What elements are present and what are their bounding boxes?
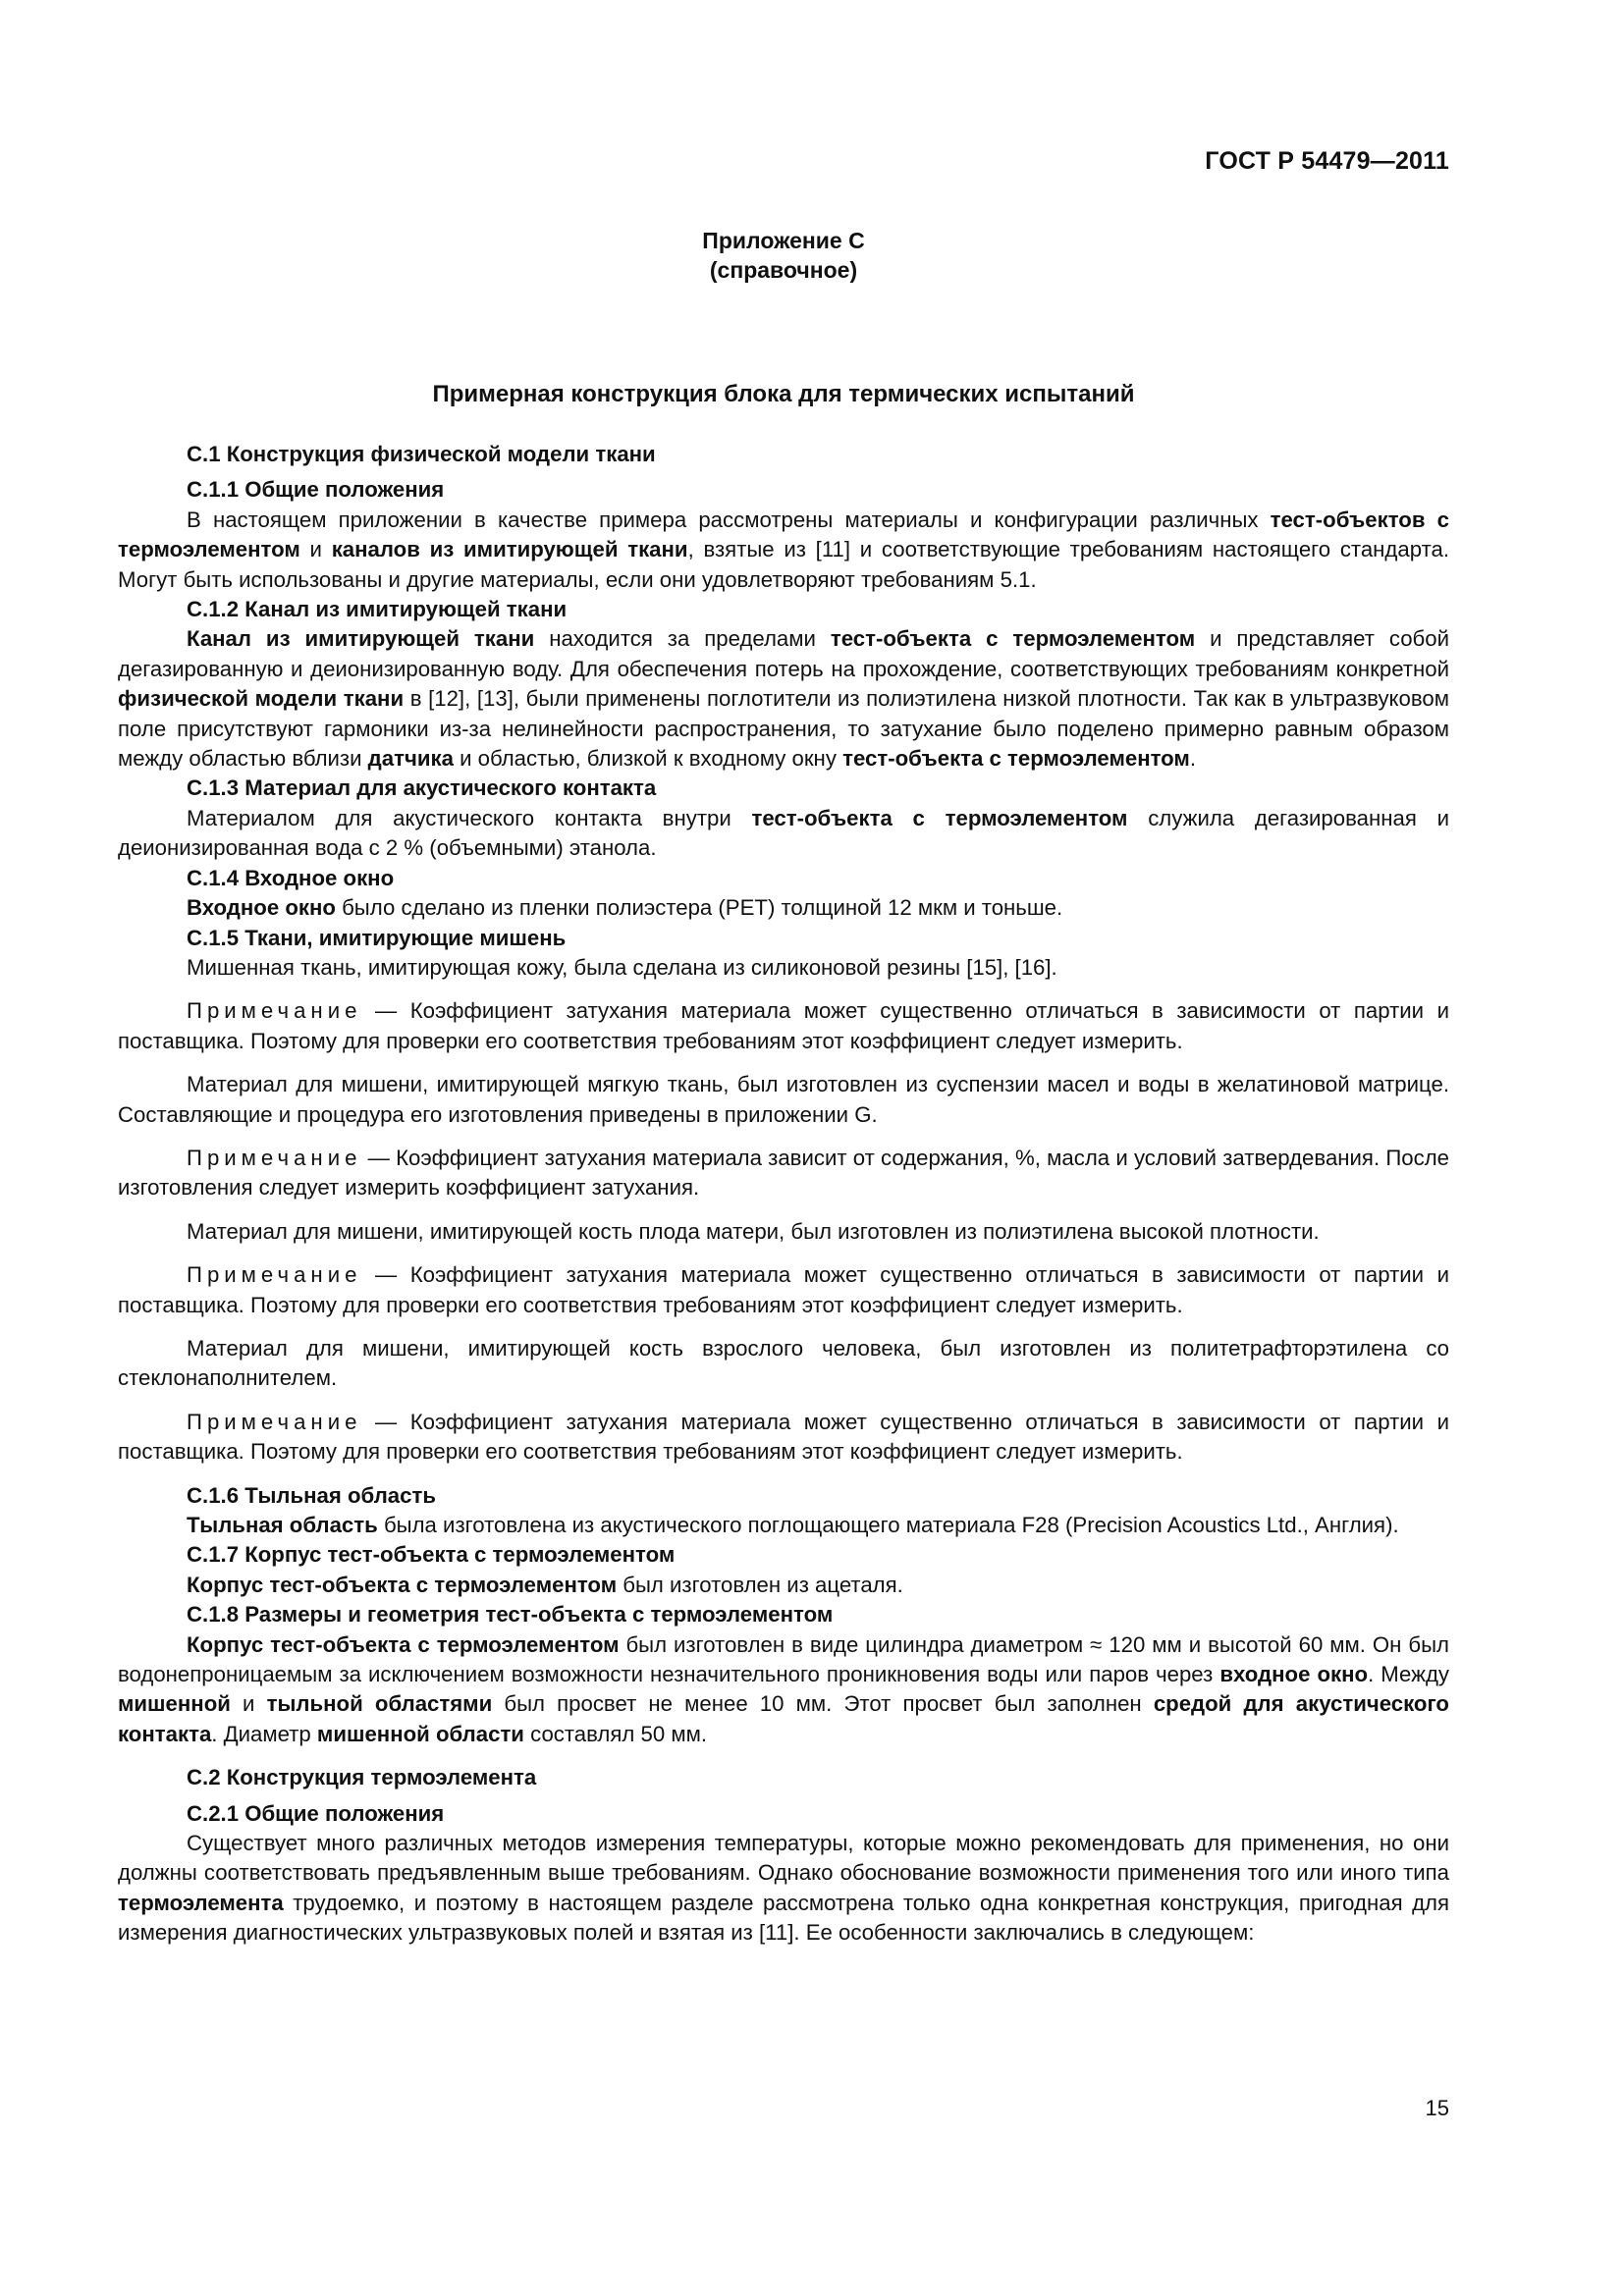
page-number: 15 xyxy=(1425,2096,1449,2120)
appendix-type: (справочное) xyxy=(709,257,858,283)
paragraph: Материалом для акустического контакта внутри тест-объекта с термоэлементом служила дегазированная и деионизированная вода с 2 % (объемными) этанола. xyxy=(118,805,1450,861)
section-heading: С.1.8 Размеры и геометрия тест-объекта с термоэлементом xyxy=(187,1602,834,1628)
section-heading: С.1.4 Входное окно xyxy=(187,865,395,890)
paragraph: Корпус тест-объекта с термоэлементом был изготовлен в виде цилиндра диаметром ≈ 120 мм и высотой 60 мм. Он был водонепроницаемым за исключением возможности незначительного проникновения воды или паров через входное окно. Между мишенной и тыльной областями был просвет не менее 10 мм. Этот просвет был заполнен средой для акустического контакта. Диаметр мишенной области составлял 50 мм. xyxy=(118,1631,1449,1746)
document-body xyxy=(118,440,1449,1949)
paragraph: Материал для мишени, имитирующей мягкую ткань, был изготовлен из суспензии масел и воды в желатиновой матрице. Составляющие и процедура его изготовления приведены в приложении G. xyxy=(118,1072,1449,1127)
paragraph: Тыльная область была изготовлена из акустического поглощающего материала F28 (Precision Acoustics Ltd., Англия). xyxy=(187,1513,1399,1537)
paragraph: Канал из имитирующей ткани находится за пределами тест-объекта с термоэлементом и представляет собой дегазированную и деионизированную воду. Для обеспечения потерь на прохождение, соответствующих требованиям конкретной физической модели ткани в [12], [13], были применены поглотители из полиэтилена низкой плотности. Так как в ультразвуковом поле присутствуют гармоники из-за нелинейности распространения, то затухание было поделено примерно равным образом между областью вблизи датчика и областью, близкой к входному окну тест-объекта с термоэлементом. xyxy=(118,626,1449,772)
section-heading: С.2.1 Общие положения xyxy=(187,1800,445,1826)
appendix-label: Приложение С xyxy=(702,228,865,253)
note-label: Примечание xyxy=(187,998,362,1024)
paragraph: Входное окно было сделано из пленки полиэстера (PET) толщиной 12 мкм и тоньше. xyxy=(187,895,1063,921)
paragraph: Мишенная ткань, имитирующая кожу, была сделана из силиконовой резины [15], [16]. xyxy=(187,954,1057,980)
appendix-title: Примерная конструкция блока для термических испытаний xyxy=(432,381,1135,407)
section-heading: С.1.3 Материал для акустического контакта xyxy=(187,775,657,801)
section-heading: С.1.1 Общие положения xyxy=(187,477,445,503)
note: Примечание — Коэффициент затухания материала может существенно отличаться в зависимости от партии и поставщика. Поэтому для проверки его соответствия требованиям этот коэффициент следует измерить. xyxy=(118,1409,1449,1465)
section-heading: С.1.5 Ткани, имитирующие мишень xyxy=(187,925,567,950)
paragraph: Корпус тест-объекта с термоэлементом был изготовлен из ацеталя. xyxy=(187,1572,903,1597)
note-label: Примечание xyxy=(187,1409,362,1434)
section-heading: С.1 Конструкция физической модели ткани xyxy=(187,442,656,466)
note-label: Примечание xyxy=(187,1262,362,1288)
paragraph: Материал для мишени, имитирующей кость плода матери, был изготовлен из полиэтилена высокой плотности. xyxy=(187,1218,1320,1244)
section-heading: С.1.6 Тыльная область xyxy=(187,1482,436,1508)
paragraph: В настоящем приложении в качестве примера рассмотрены материалы и конфигурации различных тест-объектов с термоэлементом и каналов из имитирующей ткани, взятые из [11] и соответствующие требованиям настоящего стандарта. Могут быть использованы и другие материалы, если они удовлетворяют требованиям 5.1. xyxy=(118,507,1449,592)
appendix-heading xyxy=(118,226,1449,285)
note-label: Примечание xyxy=(187,1145,362,1170)
section-heading: С.1.2 Канал из имитирующей ткани xyxy=(187,597,568,622)
paragraph: Существует много различных методов измерения температуры, которые можно рекомендовать для применения, но они должны соответствовать предъявленным выше требованиям. Однако обоснование возможности применения того или иного типа термоэлемента трудоемко, и поэтому в настоящем разделе рассмотрена только одна конкретная конструкция, пригодная для измерения диагностических ультразвуковых полей и взятая из [11]. Ее особенности заключались в следующем: xyxy=(118,1831,1449,1946)
paragraph: Материал для мишени, имитирующей кость взрослого человека, был изготовлен из политетрафторэтилена со стеклонаполнителем. xyxy=(118,1335,1449,1391)
note: Примечание — Коэффициент затухания материала может существенно отличаться в зависимости от партии и поставщика. Поэтому для проверки его соответствия требованиям этот коэффициент следует измерить. xyxy=(118,1262,1449,1317)
section-heading: С.2 Конструкция термоэлемента xyxy=(187,1765,537,1790)
document-code: ГОСТ Р 54479—2011 xyxy=(1205,147,1449,175)
section-heading: С.1.7 Корпус тест-объекта с термоэлементом xyxy=(187,1542,676,1568)
note: Примечание — Коэффициент затухания материала может существенно отличаться в зависимости от партии и поставщика. Поэтому для проверки его соответствия требованиям этот коэффициент следует измерить. xyxy=(118,998,1449,1053)
note: Примечание — Коэффициент затухания материала зависит от содержания, %, масла и условий затвердевания. После изготовления следует измерить коэффициент затухания. xyxy=(118,1145,1449,1201)
